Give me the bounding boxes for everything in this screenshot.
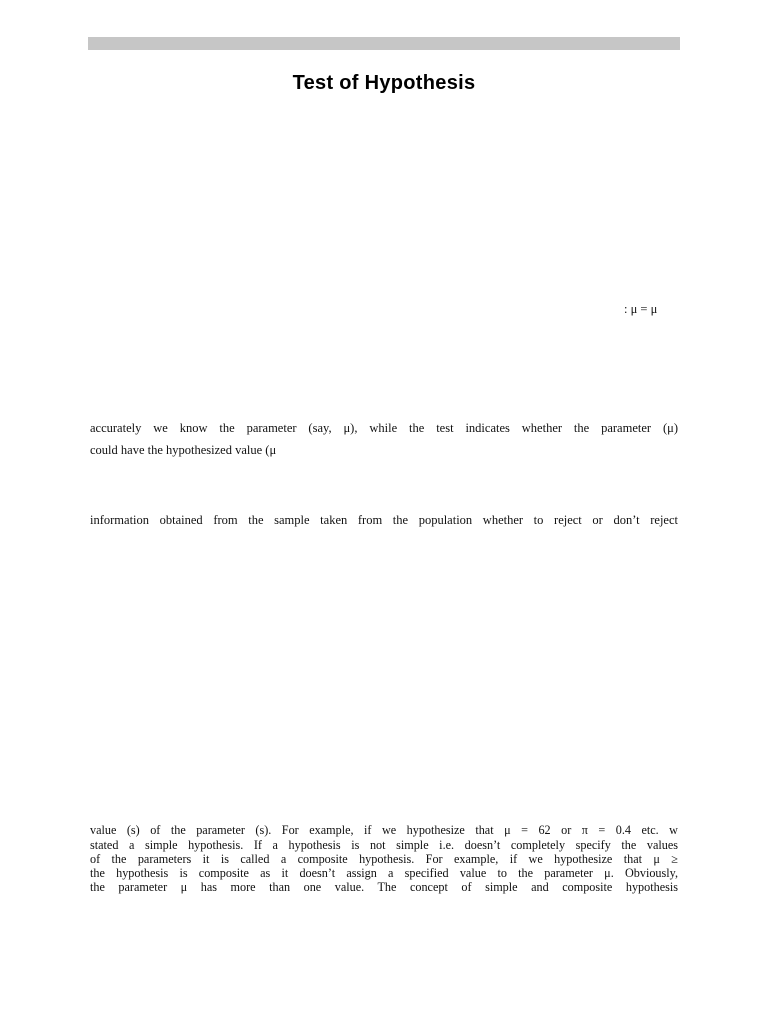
header-bar xyxy=(88,37,680,50)
text-line: information obtained from the sample taken from the population whether to reject or don’t reject xyxy=(90,513,678,527)
text-line: could have the hypothesized value (μ xyxy=(90,443,277,457)
hypothesis-equation-fragment: : μ = μ xyxy=(624,302,658,316)
text-line: of the parameters it is called a composite hypothesis. For example, if we hypothesize that μ ≥ xyxy=(90,852,678,866)
text-line: value (s) of the parameter (s). For example, if we hypothesize that μ = 62 or π = 0.4 etc. w xyxy=(90,823,678,837)
page-title: Test of Hypothesis xyxy=(292,72,476,94)
text-line: the parameter μ has more than one value. The concept of simple and composite hypothesis xyxy=(90,880,678,894)
text-line: the hypothesis is composite as it doesn’t assign a specified value to the parameter μ. Obviously, xyxy=(90,866,678,880)
text-line: accurately we know the parameter (say, μ), while the test indicates whether the parameter (μ) xyxy=(90,421,678,435)
text-line: stated a simple hypothesis. If a hypothesis is not simple i.e. doesn’t completely specify the values xyxy=(90,838,678,852)
